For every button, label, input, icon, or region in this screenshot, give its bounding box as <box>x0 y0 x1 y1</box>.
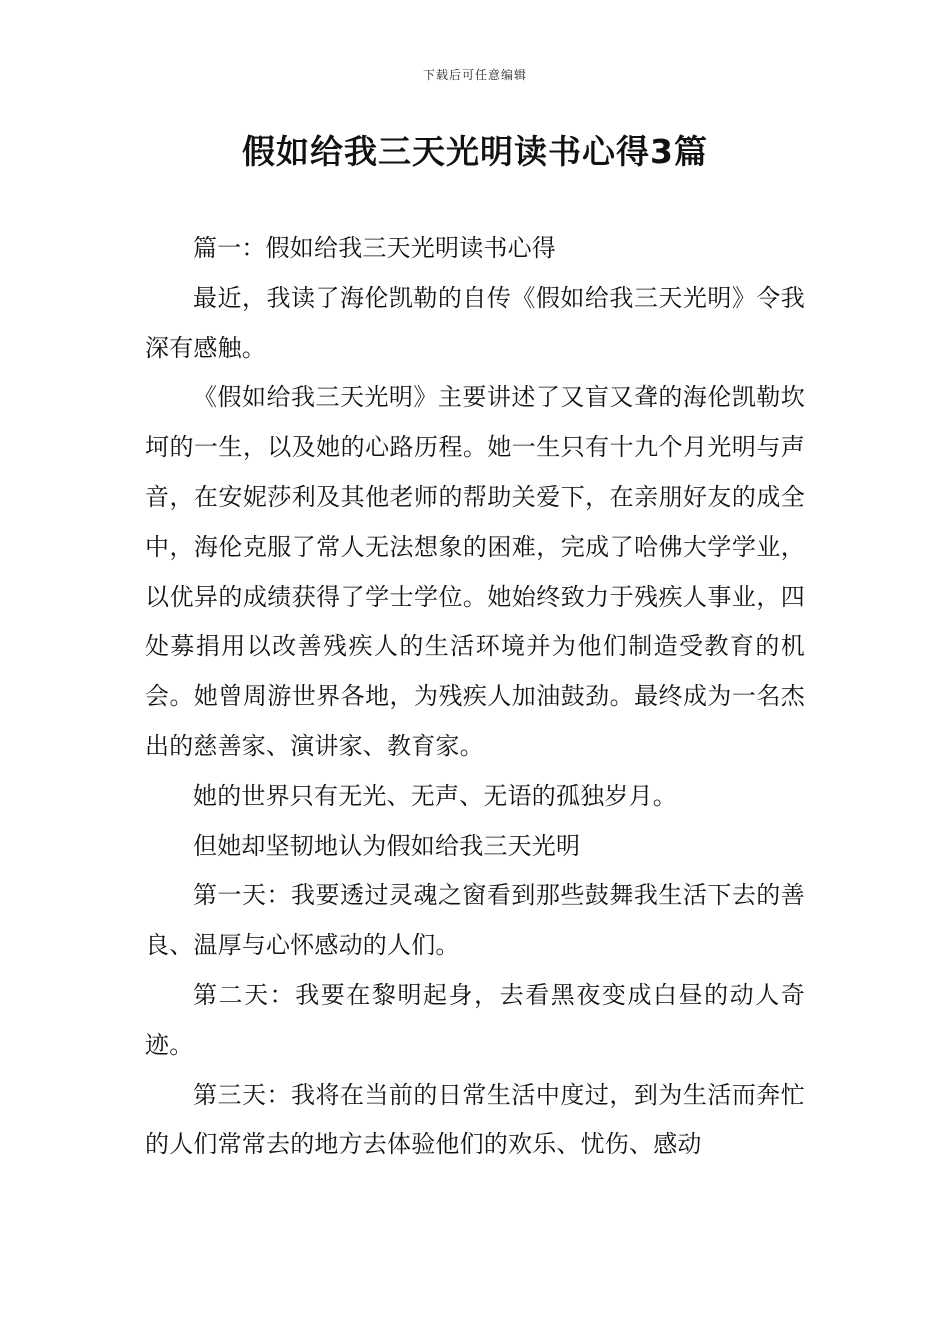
body-paragraph: 《假如给我三天光明》主要讲述了又盲又聋的海伦凯勒坎坷的一生，以及她的心路历程。她一生只有十九个月光明与声音，在安妮莎利及其他老师的帮助关爱下，在亲朋好友的成全中，海伦克服了常人无法想象的困难，完成了哈佛大学学业，以优异的成绩获得了学士学位。她始终致力于残疾人事业，四处募捐用以改善残疾人的生活环境并为他们制造受教育的机会。她曾周游世界各地，为残疾人加油鼓劲。最终成为一名杰出的慈善家、演讲家、教育家。 <box>145 383 805 760</box>
page-title: 假如给我三天光明读书心得3篇 <box>242 132 708 171</box>
body-paragraph: 第三天：我将在当前的日常生活中度过，到为生活而奔忙的人们常常去的地方去体验他们的欢乐、忧伤、感动 <box>145 1080 805 1159</box>
body-paragraph: 最近，我读了海伦凯勒的自传《假如给我三天光明》令我深有感触。 <box>145 283 805 362</box>
body-paragraph: 她的世界只有无光、无声、无语的孤独岁月。 <box>193 781 677 810</box>
body-paragraph: 第一天：我要透过灵魂之窗看到那些鼓舞我生活下去的善良、温厚与心怀感动的人们。 <box>145 881 805 960</box>
body-paragraph: 第二天：我要在黎明起身，去看黑夜变成白昼的动人奇迹。 <box>145 980 805 1059</box>
body-paragraph: 但她却坚韧地认为假如给我三天光明 <box>193 831 581 860</box>
document-body <box>145 224 805 1170</box>
header-note: 下载后可任意编辑 <box>422 68 527 82</box>
section-heading: 篇一：假如给我三天光明读书心得 <box>193 234 556 262</box>
